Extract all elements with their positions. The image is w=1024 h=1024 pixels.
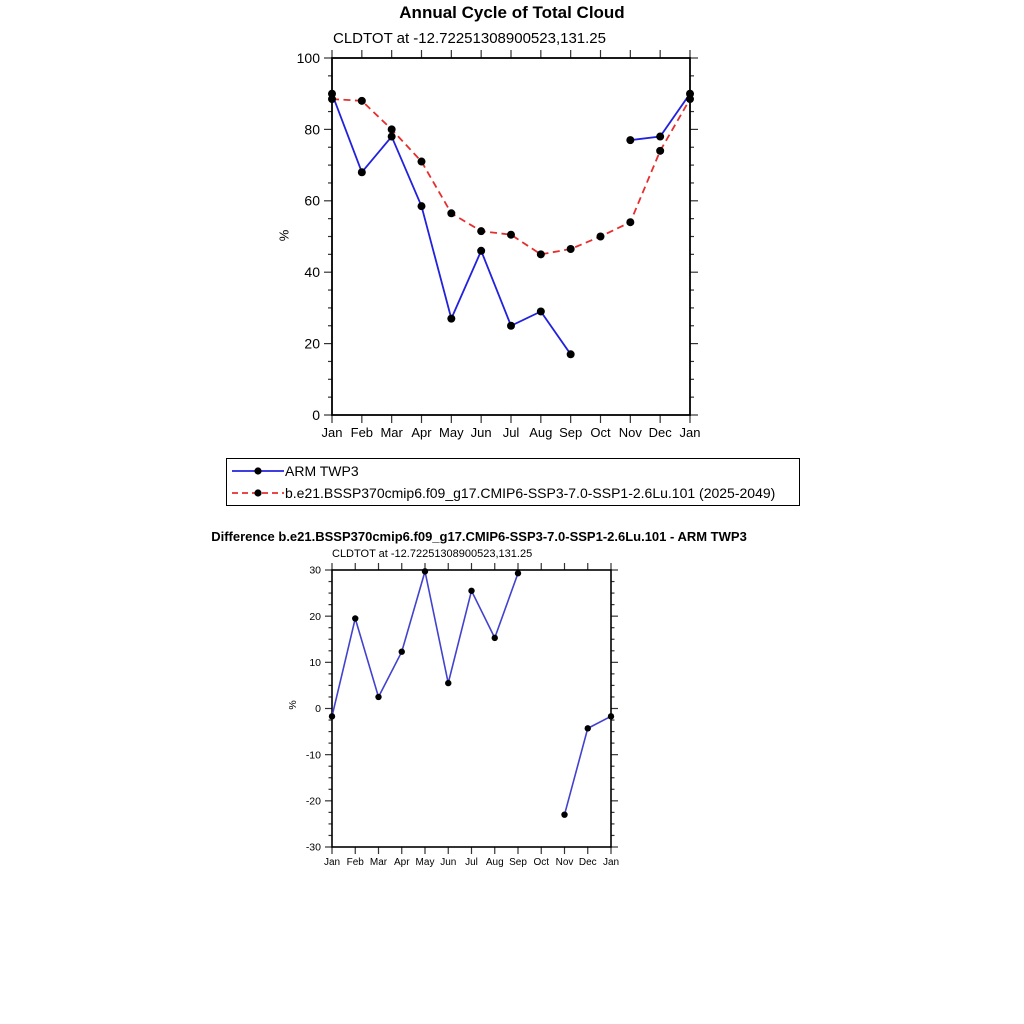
x-tick-label: May [439, 425, 464, 440]
x-tick-label: Oct [533, 857, 550, 868]
legend-line-sample-1 [231, 487, 285, 499]
x-tick-label: Apr [393, 857, 410, 868]
x-tick-label: Mar [380, 425, 403, 440]
x-tick-label: May [415, 857, 435, 868]
x-tick-label: Aug [529, 425, 553, 440]
y-tick-label: 100 [296, 49, 320, 66]
top-chart-title: Annual Cycle of Total Cloud [399, 3, 625, 22]
x-tick-label: Jan [679, 425, 701, 440]
svg-top-axes [297, 50, 701, 440]
x-tick-label: Jul [502, 425, 520, 440]
bottom-chart-title: Difference b.e21.BSSP370cmip6.f09_g17.CMIP6-SSP3-7.0-SSP1-2.6Lu.101 - ARM TWP3 [211, 529, 747, 544]
x-tick-label: Jun [470, 425, 492, 440]
y-tick-label: 20 [309, 610, 321, 623]
y-tick-label: 20 [304, 335, 320, 352]
top-chart-subtitle: CLDTOT at -12.72251308900523,131.25 [333, 30, 606, 47]
y-tick-label: 60 [304, 192, 320, 209]
top-chart-y-axis-label: % [276, 229, 292, 242]
x-tick-label: Jan [602, 857, 620, 868]
x-tick-label: Jan [323, 857, 341, 868]
y-tick-label: 0 [315, 703, 321, 716]
x-tick-label: Apr [411, 425, 432, 440]
legend-line-sample-0 [231, 465, 285, 477]
legend-item-arm-twp3 [231, 460, 799, 482]
x-tick-label: Sep [509, 857, 527, 868]
plot-frame [332, 58, 690, 415]
x-tick-label: Oct [590, 425, 611, 440]
y-tick-label: -10 [305, 749, 321, 762]
x-tick-label: Dec [578, 857, 597, 868]
legend-item-model-run [231, 482, 799, 504]
x-tick-label: Jan [321, 425, 343, 440]
x-tick-label: Sep [559, 425, 583, 440]
y-tick-label: 30 [309, 564, 321, 577]
y-tick-label: -30 [305, 841, 321, 854]
y-tick-label: -20 [305, 795, 321, 808]
x-tick-label: Jul [465, 857, 478, 868]
x-tick-label: Nov [618, 425, 642, 440]
legend-label-1: b.e21.BSSP370cmip6.f09_g17.CMIP6-SSP3-7.0-SSP1-2.6Lu.101 (2025-2049) [285, 485, 776, 501]
svg-bottom-series-0 [329, 568, 614, 818]
legend-label-0: ARM TWP3 [285, 463, 359, 479]
x-tick-label: Mar [369, 857, 388, 868]
plot-frame [332, 570, 611, 847]
x-tick-label: Jun [440, 857, 457, 868]
y-tick-label: 40 [304, 264, 320, 281]
bottom-chart-subtitle: CLDTOT at -12.72251308900523,131.25 [332, 548, 533, 560]
svg-bottom-axes [306, 563, 619, 868]
y-tick-label: 10 [309, 657, 321, 670]
x-tick-label: Aug [485, 857, 504, 868]
x-tick-label: Dec [648, 425, 672, 440]
y-tick-label: 80 [304, 121, 320, 138]
bottom-chart-y-axis-label: % [287, 700, 299, 710]
y-tick-label: 0 [312, 406, 320, 423]
x-tick-label: Nov [555, 857, 574, 868]
x-tick-label: Feb [350, 425, 374, 440]
x-tick-label: Feb [346, 857, 364, 868]
svg-top-series-0 [328, 90, 694, 359]
legend-box [226, 458, 800, 506]
svg-top-series-1 [328, 95, 694, 258]
